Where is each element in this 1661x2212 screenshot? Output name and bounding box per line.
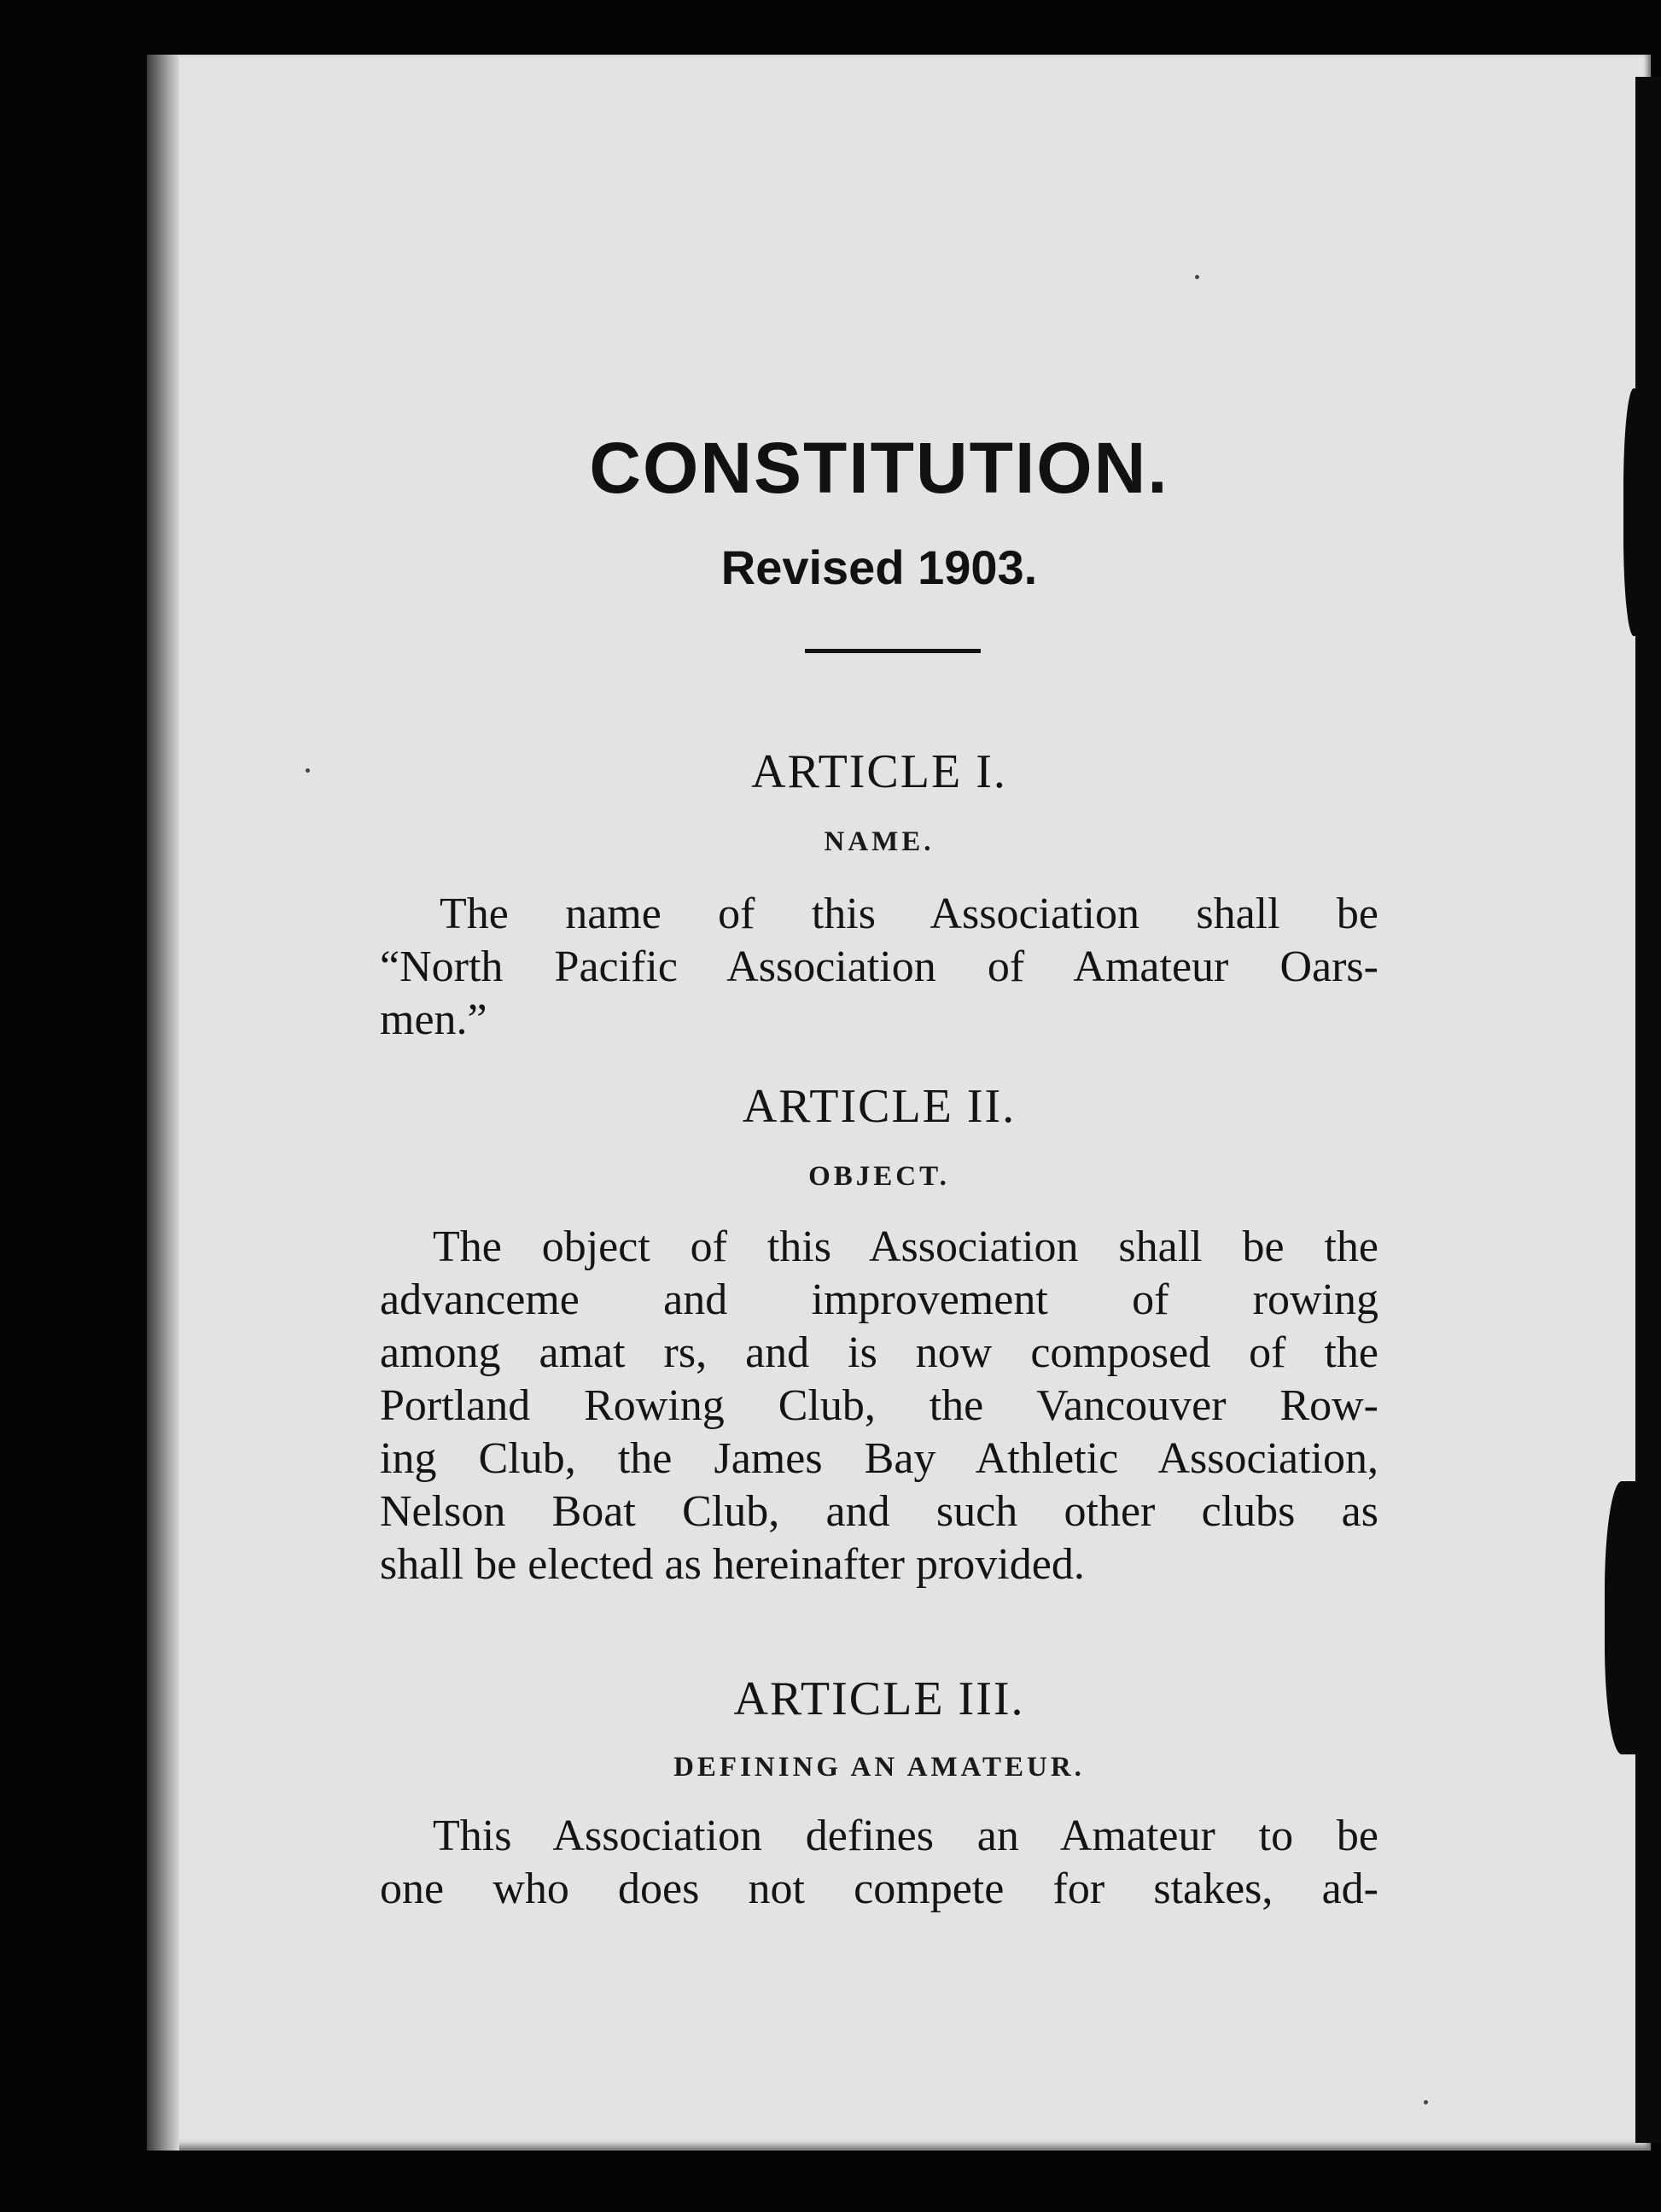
text-line: The name of this Association shall be <box>440 890 1378 938</box>
page-right-edge <box>1635 77 1661 2143</box>
document-title: CONSTITUTION. <box>589 428 1169 508</box>
paper-speck <box>1195 275 1199 279</box>
text-line: Nelson Boat Club, and such other clubs as <box>380 1487 1378 1536</box>
text-line: shall be elected as hereinafter provided. <box>380 1540 1085 1589</box>
document-subtitle: Revised 1903. <box>720 540 1038 594</box>
text-line: advanceme and improvement of rowing <box>380 1275 1378 1324</box>
text-line: men.” <box>380 995 487 1044</box>
text-line: The object of this Association shall be the <box>433 1223 1378 1271</box>
text-line: ing Club, the James Bay Athletic Association, <box>380 1434 1378 1483</box>
paper-speck <box>306 768 310 773</box>
edge-notch <box>1605 1481 1647 1754</box>
text-line: “North Pacific Association of Amateur Oars- <box>380 943 1378 991</box>
article-1-heading: ARTICLE I. <box>751 745 1007 798</box>
text-line: This Association defines an Amateur to be <box>433 1812 1378 1860</box>
edge-notch <box>1623 388 1649 636</box>
article-1-text <box>380 888 1378 1047</box>
paper-speck <box>1424 2100 1428 2104</box>
title-divider <box>805 649 981 653</box>
text-line: Portland Rowing Club, the Vancouver Row- <box>380 1381 1378 1430</box>
text-line: among amat rs, and is now composed of the <box>380 1328 1378 1377</box>
article-3-heading: ARTICLE III. <box>733 1672 1025 1725</box>
text-line: one who does not compete for stakes, ad- <box>380 1865 1378 1913</box>
article-2-subheading: OBJECT. <box>808 1161 950 1192</box>
article-2-heading: ARTICLE II. <box>742 1080 1017 1133</box>
article-2-text <box>380 1221 1378 1591</box>
page-gutter-shadow <box>147 55 179 2151</box>
article-3-subheading: DEFINING AN AMATEUR. <box>673 1752 1085 1783</box>
article-1-subheading: NAME. <box>824 826 935 857</box>
article-3-text <box>380 1810 1378 1916</box>
